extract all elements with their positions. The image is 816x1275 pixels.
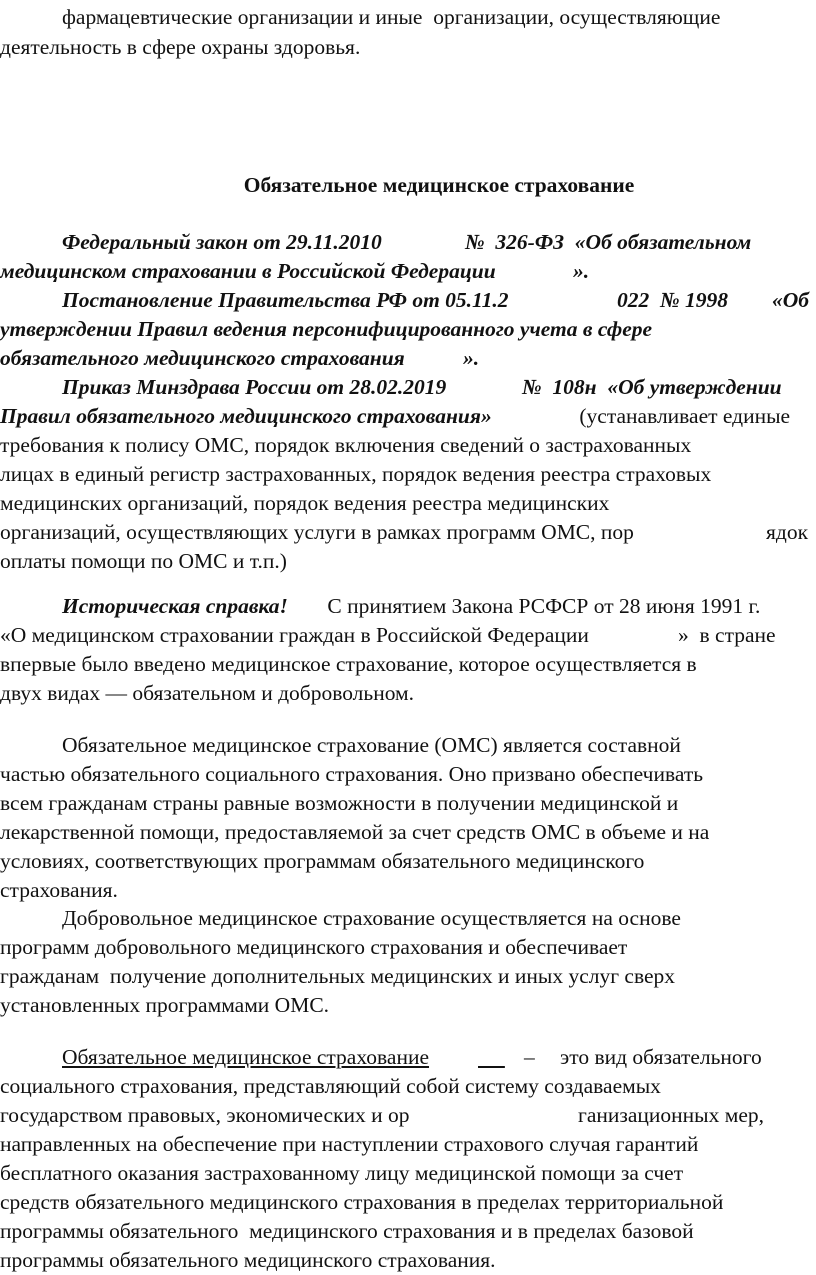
text-line: всем гражданам страны равные возможности в получении медицинской и xyxy=(0,791,679,815)
section-heading: Обязательное медицинское страхование xyxy=(243,173,635,197)
text-line: программ добровольного медицинского страхования и обеспечивает xyxy=(0,935,628,959)
text-line: социального страхования, представляющий собой систему создаваемых xyxy=(0,1074,661,1098)
law-title-end: ». xyxy=(573,259,590,283)
text-line: государством правовых, экономических и ор xyxy=(0,1103,410,1127)
text-line: условиях, соответствующих программам обязательного медицинского xyxy=(0,849,645,873)
text-line: фармацевтические организации и иные организации, осуществляющие xyxy=(62,5,721,29)
text-line: С принятием Закона РСФСР от 28 июня 1991 г. xyxy=(322,594,761,618)
text-line: медицинских организаций, порядок ведения реестра медицинских xyxy=(0,491,610,515)
resolution-title-end: ». xyxy=(463,346,480,370)
text-line: ядок xyxy=(766,520,809,544)
text-line: страхования. xyxy=(0,878,118,902)
order-title: Правил обязательного медицинского страхования» xyxy=(0,404,492,428)
text-line: организаций, осуществляющих услуги в рамках программ ОМС, пор xyxy=(0,520,634,544)
text-line: деятельность в сфере охраны здоровья. xyxy=(0,35,361,59)
text-line: программы обязательного медицинского страхования и в пределах базовой xyxy=(0,1219,694,1243)
text-line: оплаты помощи по ОМС и т.п.) xyxy=(0,549,287,573)
resolution-title: утверждении Правил ведения персонифицированного учета в сфере xyxy=(0,317,653,341)
text-line: это вид обязательного xyxy=(560,1045,762,1069)
defined-term: Обязательное медицинское страхование xyxy=(62,1045,430,1069)
text-line: установленных программами ОМС. xyxy=(0,993,330,1017)
text-line: лекарственной помощи, предоставляемой за счет средств ОМС в объеме и на xyxy=(0,820,710,844)
text-line: направленных на обеспечение при наступлении страхового случая гарантий xyxy=(0,1132,699,1156)
law-title: медицинском страховании в Российской Федерации xyxy=(0,259,496,283)
text-line: лицах в единый регистр застрахованных, порядок ведения реестра страховых xyxy=(0,462,712,486)
text-line: гражданам получение дополнительных медицинских и иных услуг сверх xyxy=(0,964,676,988)
law-number: № 326-ФЗ «Об обязательном xyxy=(465,230,752,254)
text-line: «О медицинском страховании граждан в Российской Федерации xyxy=(0,623,589,647)
term-underline-gap xyxy=(478,1043,508,1072)
text-line: Обязательное медицинское страхование (ОМС) является составной xyxy=(62,733,681,757)
order-number: № 108н «Об утверждении xyxy=(522,375,782,399)
text-line: частью обязательного социального страхования. Оно призвано обеспечивать xyxy=(0,762,704,786)
resolution-title-start: «Об xyxy=(772,288,810,312)
text-line: программы обязательного медицинского страхования. xyxy=(0,1248,496,1272)
text-line: (устанавливает единые xyxy=(574,404,791,428)
text-line: бесплатного оказания застрахованному лицу медицинской помощи за счет xyxy=(0,1161,684,1185)
text-line: ганизационных мер, xyxy=(578,1103,765,1127)
text-line: – xyxy=(524,1045,535,1069)
resolution-reference: Постановление Правительства РФ от 05.11.2 xyxy=(62,288,509,312)
historical-note-label: Историческая справка! xyxy=(62,594,288,618)
text-line: средств обязательного медицинского страхования в пределах территориальной xyxy=(0,1190,724,1214)
text-line: требования к полису ОМС, порядок включения сведений о застрахованных xyxy=(0,433,692,457)
text-line: » в стране xyxy=(678,623,776,647)
order-reference: Приказ Минздрава России от 28.02.2019 xyxy=(62,375,447,399)
resolution-number: 022 № 1998 xyxy=(617,288,729,312)
law-reference: Федеральный закон от 29.11.2010 xyxy=(62,230,382,254)
text-line: Добровольное медицинское страхование осуществляется на основе xyxy=(62,906,681,930)
text-line: двух видах — обязательном и добровольном. xyxy=(0,681,415,705)
resolution-title: обязательного медицинского страхования xyxy=(0,346,405,370)
text-line: впервые было введено медицинское страхование, которое осуществляется в xyxy=(0,652,697,676)
